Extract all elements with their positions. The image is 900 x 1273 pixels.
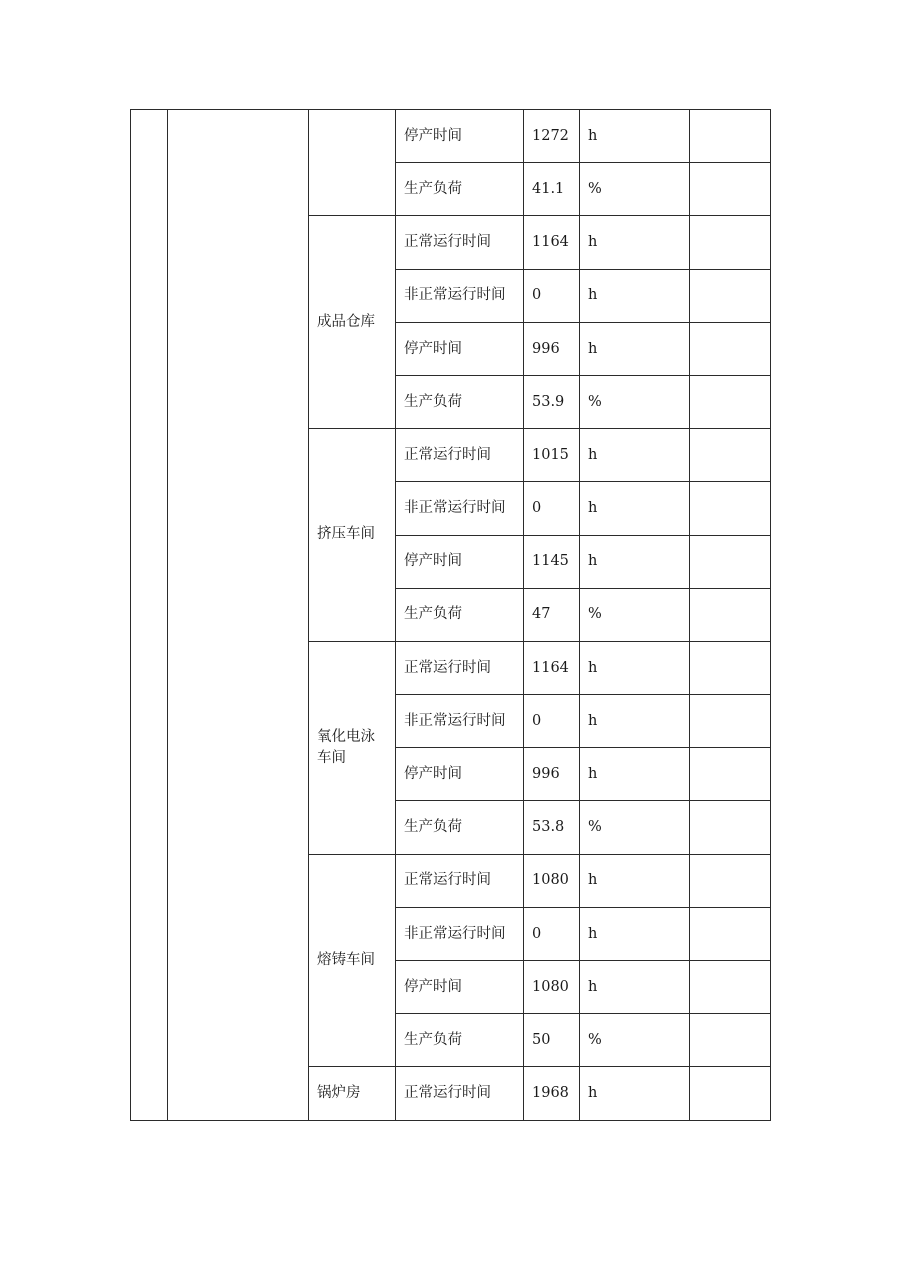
metric-value-cell: 996 <box>524 748 580 801</box>
metric-value-cell: 1015 <box>524 429 580 482</box>
metric-unit-cell: h <box>580 429 690 482</box>
metric-note-cell <box>690 269 771 322</box>
metric-value-cell: 1968 <box>524 1067 580 1120</box>
metric-name-cell: 停产时间 <box>396 961 524 1014</box>
metric-value-cell: 53.8 <box>524 801 580 854</box>
metric-note-cell <box>690 429 771 482</box>
metric-unit-cell: h <box>580 748 690 801</box>
metric-name-cell: 生产负荷 <box>396 588 524 641</box>
index-column-cell <box>131 110 168 1121</box>
metric-unit-cell: h <box>580 907 690 960</box>
metric-value-cell: 1272 <box>524 110 580 163</box>
metric-unit-cell: h <box>580 1067 690 1120</box>
metric-value-cell: 0 <box>524 269 580 322</box>
metric-value-cell: 1145 <box>524 535 580 588</box>
metric-value-cell: 1080 <box>524 854 580 907</box>
metric-name-cell: 生产负荷 <box>396 1014 524 1067</box>
metric-unit-cell: % <box>580 588 690 641</box>
metric-name-cell: 停产时间 <box>396 110 524 163</box>
metric-note-cell <box>690 110 771 163</box>
metric-value-cell: 1164 <box>524 216 580 269</box>
production-hours-table <box>130 109 771 1121</box>
metric-note-cell <box>690 163 771 216</box>
metric-name-cell: 非正常运行时间 <box>396 482 524 535</box>
workshop-name-cell: 锅炉房 <box>309 1067 396 1120</box>
metric-name-cell: 非正常运行时间 <box>396 907 524 960</box>
workshop-name-cell: 氧化电泳车间 <box>309 641 396 854</box>
metric-note-cell <box>690 748 771 801</box>
metric-unit-cell: h <box>580 535 690 588</box>
metric-name-cell: 正常运行时间 <box>396 429 524 482</box>
metric-unit-cell: h <box>580 269 690 322</box>
metric-value-cell: 53.9 <box>524 375 580 428</box>
metric-unit-cell: % <box>580 1014 690 1067</box>
metric-unit-cell: h <box>580 641 690 694</box>
metric-value-cell: 996 <box>524 322 580 375</box>
metric-unit-cell: % <box>580 801 690 854</box>
metric-name-cell: 非正常运行时间 <box>396 695 524 748</box>
metric-unit-cell: h <box>580 854 690 907</box>
metric-name-cell: 生产负荷 <box>396 801 524 854</box>
metric-note-cell <box>690 216 771 269</box>
metric-name-cell: 生产负荷 <box>396 163 524 216</box>
metric-name-cell: 停产时间 <box>396 535 524 588</box>
category-column-cell <box>168 110 309 1121</box>
metric-name-cell: 停产时间 <box>396 322 524 375</box>
metric-value-cell: 41.1 <box>524 163 580 216</box>
metric-name-cell: 非正常运行时间 <box>396 269 524 322</box>
metric-note-cell <box>690 801 771 854</box>
workshop-name-cell: 挤压车间 <box>309 429 396 642</box>
metric-name-cell: 正常运行时间 <box>396 1067 524 1120</box>
workshop-name-cell: 熔铸车间 <box>309 854 396 1067</box>
metric-note-cell <box>690 588 771 641</box>
metric-name-cell: 正常运行时间 <box>396 641 524 694</box>
metric-note-cell <box>690 1014 771 1067</box>
metric-value-cell: 50 <box>524 1014 580 1067</box>
metric-note-cell <box>690 907 771 960</box>
metric-note-cell <box>690 961 771 1014</box>
table-row <box>131 110 771 163</box>
metric-unit-cell: % <box>580 163 690 216</box>
metric-note-cell <box>690 1067 771 1120</box>
metric-name-cell: 停产时间 <box>396 748 524 801</box>
metric-value-cell: 0 <box>524 907 580 960</box>
metric-unit-cell: h <box>580 695 690 748</box>
metric-note-cell <box>690 322 771 375</box>
table-body <box>131 110 771 1121</box>
metric-note-cell <box>690 854 771 907</box>
metric-unit-cell: h <box>580 482 690 535</box>
metric-note-cell <box>690 375 771 428</box>
metric-note-cell <box>690 535 771 588</box>
workshop-name-cell: 成品仓库 <box>309 216 396 429</box>
metric-value-cell: 0 <box>524 695 580 748</box>
metric-value-cell: 1164 <box>524 641 580 694</box>
metric-note-cell <box>690 641 771 694</box>
metric-value-cell: 1080 <box>524 961 580 1014</box>
metric-note-cell <box>690 482 771 535</box>
metric-unit-cell: h <box>580 961 690 1014</box>
metric-name-cell: 生产负荷 <box>396 375 524 428</box>
metric-unit-cell: % <box>580 375 690 428</box>
metric-unit-cell: h <box>580 110 690 163</box>
metric-unit-cell: h <box>580 322 690 375</box>
metric-name-cell: 正常运行时间 <box>396 854 524 907</box>
metric-note-cell <box>690 695 771 748</box>
metric-name-cell: 正常运行时间 <box>396 216 524 269</box>
workshop-name-cell-empty <box>309 110 396 216</box>
metric-value-cell: 0 <box>524 482 580 535</box>
metric-unit-cell: h <box>580 216 690 269</box>
metric-value-cell: 47 <box>524 588 580 641</box>
